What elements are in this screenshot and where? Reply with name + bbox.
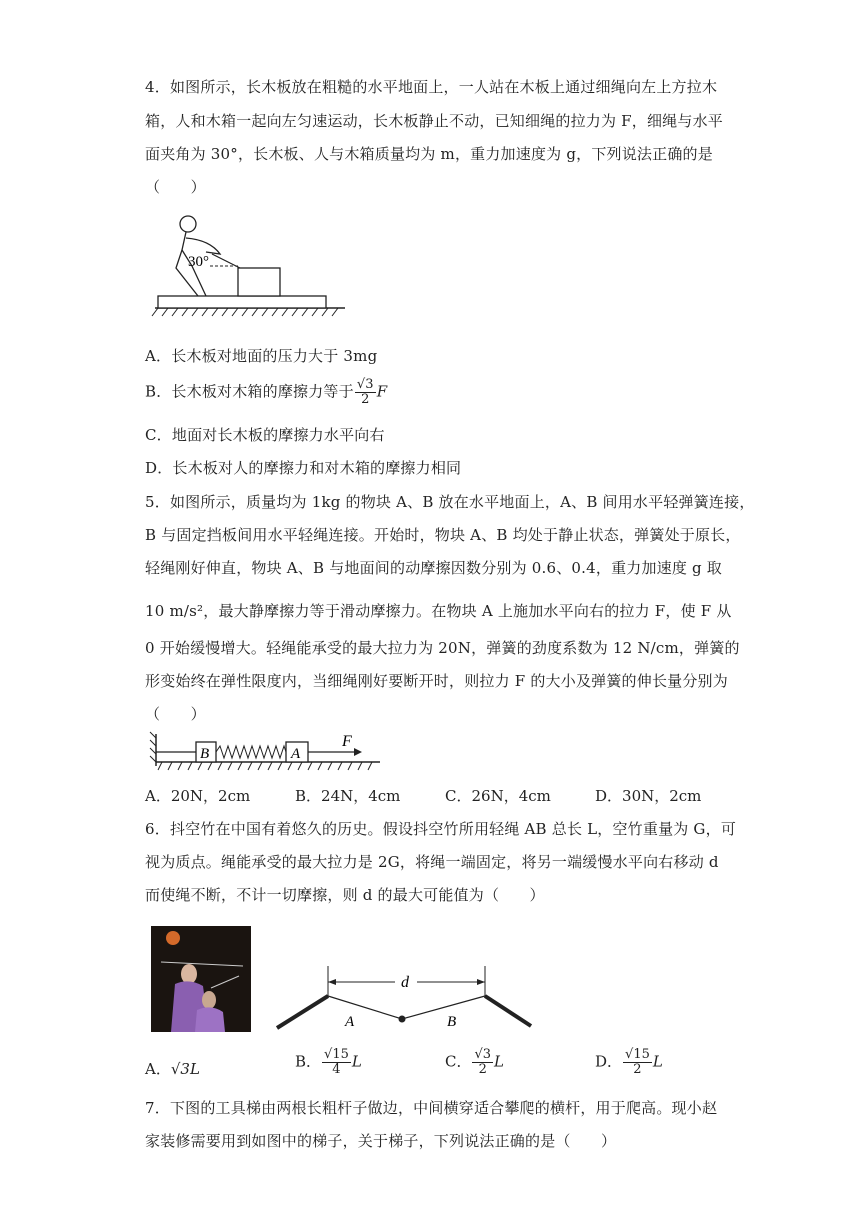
q4-option-a: A．长木板对地面的压力大于 3mg [145,347,378,365]
q6-option-a [145,1058,200,1079]
q6-option-b-suffix: L [351,1052,362,1071]
q5-line-4: 10 m/s²，最大静摩擦力等于滑动摩擦力。在物块 A 上施加水平向右的拉力 F，使 F 从 [145,602,732,620]
q6-option-d-num: √15 [625,1047,650,1062]
q6-line-2: 视为质点。绳能承受的最大拉力是 2G，将绳一端固定，将另一端缓慢水平向右移动 d [145,853,719,871]
q6-option-c-num: √3 [474,1047,492,1062]
q6-option-c-den: 2 [478,1062,487,1077]
q6-option-c-suffix: L [494,1052,505,1071]
q4-option-b-suffix: F [376,382,388,401]
q5-option-b: B．24N，4cm [295,787,401,805]
q4-line-2: 箱，人和木箱一起向左匀速运动，长木板静止不动，已知细绳的拉力为 F，细绳与水平 [145,112,723,130]
q4-option-d: D．长木板对人的摩擦力和对木箱的摩擦力相同 [145,459,462,477]
q6-d-label: d [401,974,409,991]
q6-option-b-prefix: B． [295,1052,322,1071]
q4-line-4: （ ） [145,178,206,196]
q5-force-label: F [342,733,352,750]
q4-option-b [145,378,387,407]
q6-option-a-value: √3L [170,1060,200,1078]
q7-line-2: 家装修需要用到如图中的梯子，关于梯子，下列说法正确的是（ ） [145,1132,617,1150]
q5-line-2: B 与固定挡板间用水平轻绳连接。开始时，物块 A、B 均处于静止状态，弹簧处于原长， [145,526,741,544]
q5-line-3: 轻绳刚好伸直，物块 A、B 与地面间的动摩擦因数分别为 0.6、0.4，重力加速度 g 取 [145,559,723,577]
q4-angle-label: 30° [188,254,209,270]
q6-option-b-num: √15 [324,1047,349,1062]
q6-figure [275,960,535,1035]
q5-option-c: C．26N，4cm [445,787,551,805]
q6-performer-photo [151,926,251,1032]
q4-option-b-num: √3 [356,377,374,392]
q6-line-3: 而使绳不断，不计一切摩擦，则 d 的最大可能值为（ ） [145,886,545,904]
q6-option-d-den: 2 [633,1062,642,1077]
q5-block-b-label: B [200,746,210,762]
q5-line-1: 5．如图所示，质量均为 1kg 的物块 A、B 放在水平地面上，A、B 间用水平轻弹簧连接， [145,493,755,511]
q5-figure [148,730,383,775]
q6-option-d-suffix: L [652,1052,663,1071]
q5-option-d: D．30N，2cm [595,787,702,805]
q6-option-d-prefix: D． [595,1052,623,1071]
q6-a-label: A [345,1014,355,1030]
q6-option-c-fraction [472,1048,493,1077]
q6-option-c [445,1048,504,1077]
q6-b-label: B [447,1014,457,1030]
q7-line-1: 7．下图的工具梯由两根长粗杆子做边，中间横穿适合攀爬的横杆，用于爬高。现小赵 [145,1099,718,1117]
q6-option-a-prefix: A． [145,1060,171,1078]
q5-line-7: （ ） [145,705,206,723]
q6-option-d-fraction [623,1048,652,1077]
q4-line-1: 4．如图所示，长木板放在粗糙的水平地面上，一人站在木板上通过细绳向左上方拉木 [145,78,718,96]
q5-block-a-label: A [291,746,301,762]
q4-figure [150,210,350,320]
q5-line-5: 0 开始缓慢增大。轻绳能承受的最大拉力为 20N，弹簧的劲度系数为 12 N/cm，弹簧的 [145,639,740,657]
q5-line-6: 形变始终在弹性限度内，当细绳刚好要断开时，则拉力 F 的大小及弹簧的伸长量分别为 [145,672,728,690]
q5-option-a: A．20N，2cm [145,787,251,805]
q4-line-3: 面夹角为 30°，长木板、人与木箱质量均为 m，重力加速度为 g，下列说法正确的是 [145,145,713,163]
q4-option-b-den: 2 [361,392,370,407]
q6-line-1: 6．抖空竹在中国有着悠久的历史。假设抖空竹所用轻绳 AB 总长 L，空竹重量为 G，可 [145,820,737,838]
q6-option-d [595,1048,663,1077]
q6-option-b-fraction [322,1048,351,1077]
q6-option-b [295,1048,362,1077]
q4-option-b-prefix: B．长木板对木箱的摩擦力等于 [145,382,354,401]
q4-option-c: C．地面对长木板的摩擦力水平向右 [145,426,385,444]
q6-option-b-den: 4 [332,1062,341,1077]
q4-option-b-fraction [355,378,376,407]
q6-option-c-prefix: C． [445,1052,472,1071]
